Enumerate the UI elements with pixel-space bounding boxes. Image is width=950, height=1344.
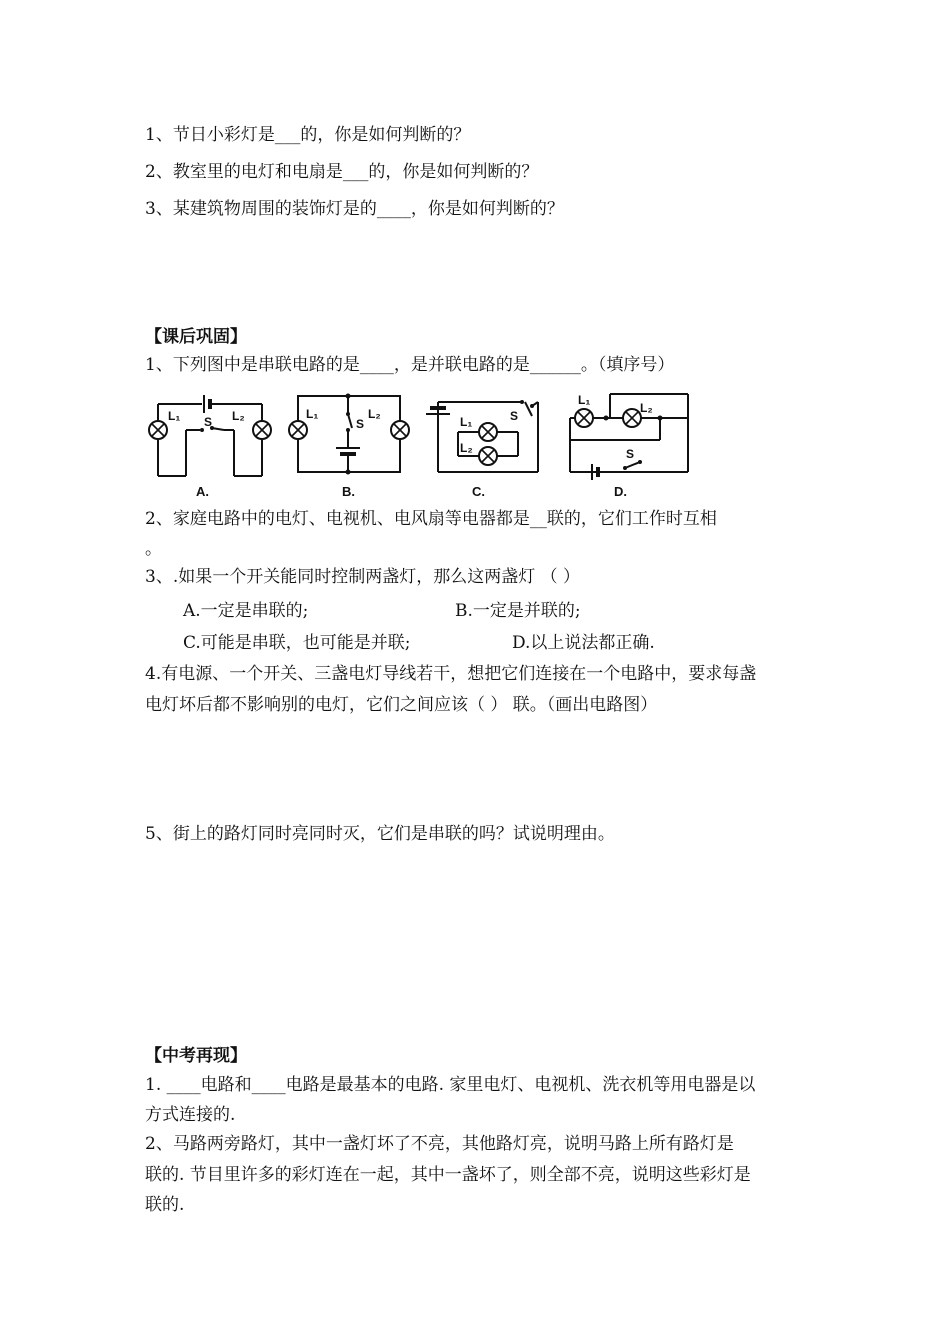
- exam-question-1-line2: 方式连接的.: [145, 1105, 236, 1125]
- label-d-l1: L₁: [578, 393, 591, 407]
- figure-label-d: D.: [614, 484, 627, 499]
- homework-heading: 【课后巩固】: [145, 327, 247, 347]
- figure-label-b: B.: [342, 484, 355, 499]
- homework-question-1: 1、下列图中是串联电路的是____，是并联电路的是______。（填序号）: [145, 355, 675, 375]
- homework-question-5: 5、街上的路灯同时亮同时灭，它们是串联的吗？试说明理由。: [145, 824, 615, 844]
- exam-heading: 【中考再现】: [145, 1046, 247, 1066]
- label-a-s: S: [204, 415, 213, 429]
- option-d: D.以上说法都正确.: [512, 633, 655, 653]
- homework-question-2-line1: 2、家庭电路中的电灯、电视机、电风扇等电器都是__联的，它们工作时互相: [145, 509, 717, 529]
- intro-question-3: 3、某建筑物周围的装饰灯是的____，你是如何判断的？: [145, 199, 564, 219]
- option-b: B.一定是并联的;: [455, 601, 581, 621]
- label-b-s: S: [356, 417, 365, 431]
- circuit-figures: [140, 384, 700, 504]
- exam-question-2-line3: 联的.: [145, 1195, 185, 1215]
- figure-label-c: C.: [472, 484, 485, 499]
- label-a-l1: L₁: [168, 409, 181, 423]
- homework-question-4-line1: 4.有电源、一个开关、三盏电灯导线若干，想把它们连接在一个电路中，要求每盏: [145, 664, 757, 684]
- option-c: C.可能是串联，也可能是并联;: [183, 633, 411, 653]
- homework-question-4-line2: 电灯坏后都不影响别的电灯，它们之间应该（ ） 联。（画出电路图）: [145, 695, 658, 715]
- label-d-l2: L₂: [640, 401, 653, 415]
- exam-question-2-line1: 2、马路两旁路灯，其中一盏灯坏了不亮，其他路灯亮，说明马路上所有路灯是: [145, 1134, 734, 1154]
- label-d-s: S: [626, 447, 635, 461]
- homework-question-3: 3、.如果一个开关能同时控制两盏灯，那么这两盏灯 （ ）: [145, 567, 581, 587]
- label-b-l1: L₁: [306, 407, 319, 421]
- label-c-s: S: [510, 409, 519, 423]
- intro-question-2: 2、教室里的电灯和电扇是___的，你是如何判断的？: [145, 162, 539, 182]
- intro-question-1: 1、节日小彩灯是___的，你是如何判断的？: [145, 125, 471, 145]
- exam-question-2-line2: 联的. 节目里许多的彩灯连在一起，其中一盏坏了，则全部不亮，说明这些彩灯是: [145, 1165, 751, 1185]
- option-a: A.一定是串联的;: [183, 601, 309, 621]
- exam-question-1-line1: 1. ____电路和____电路是最基本的电路. 家里电灯、电视机、洗衣机等用电器是以: [145, 1075, 756, 1095]
- homework-question-2-line2: 。: [145, 539, 162, 559]
- figure-label-a: A.: [196, 484, 209, 499]
- label-b-l2: L₂: [368, 407, 381, 421]
- label-c-l2: L₂: [460, 441, 473, 455]
- label-c-l1: L₁: [460, 415, 473, 429]
- label-a-l2: L₂: [232, 409, 245, 423]
